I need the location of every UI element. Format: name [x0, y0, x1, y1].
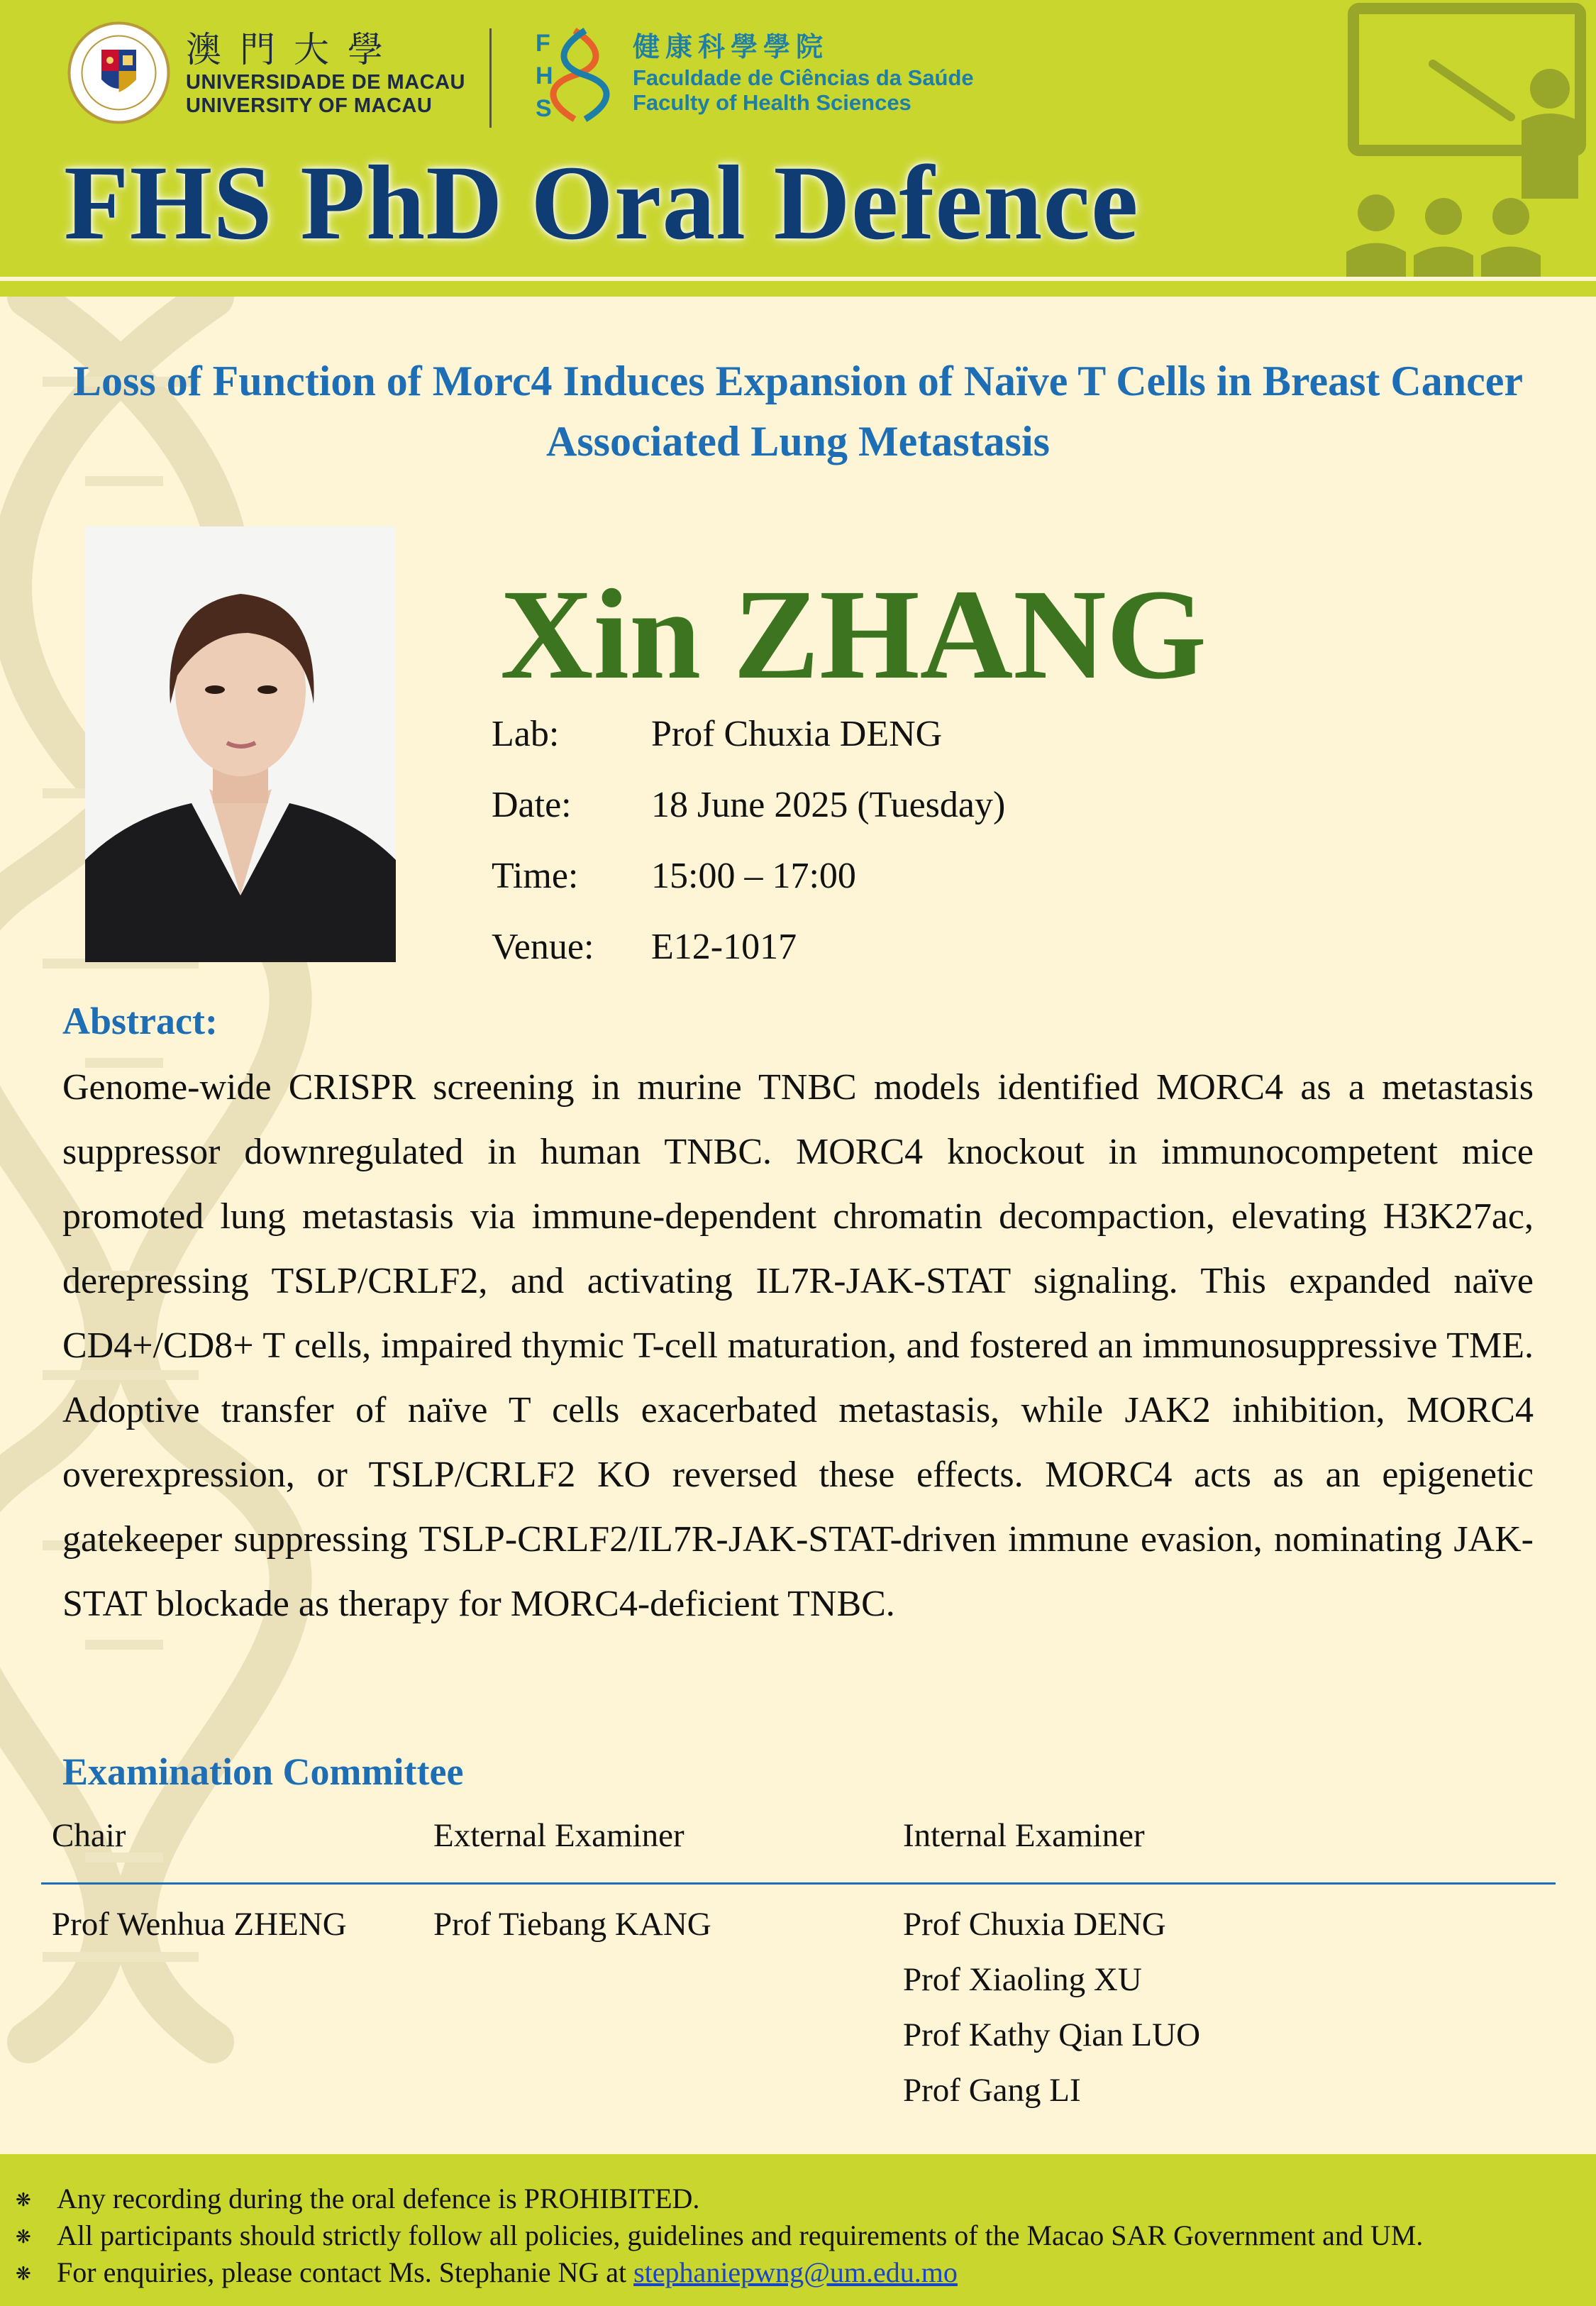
- fhs-portuguese-name: Faculdade de Ciências da Saúde: [633, 65, 974, 90]
- committee-divider: [41, 1882, 1556, 1885]
- um-portuguese-name: UNIVERSIDADE DE MACAU: [186, 71, 465, 94]
- logo-separator: [489, 28, 492, 128]
- note-text: All participants should strictly follow all policies, guidelines and requirements of the Macao SAR Government and UM.: [57, 2219, 1424, 2251]
- fhs-logo-letter-h: H: [536, 62, 553, 89]
- committee-member: Prof Xiaoling XU: [903, 1961, 1142, 1998]
- internal-list: [903, 1905, 1200, 2126]
- presenter-classroom-icon: [1305, 0, 1596, 277]
- header-divider: [0, 277, 1596, 297]
- committee-member: Prof Chuxia DENG: [903, 1906, 1166, 1943]
- footer-note-policies: [16, 2218, 1423, 2255]
- detail-value: E12-1017: [651, 927, 797, 967]
- candidate-photo: [85, 526, 396, 962]
- fhs-name-block: [633, 28, 974, 115]
- fhs-dna-icon: [536, 27, 614, 123]
- um-crest-icon: [67, 21, 170, 124]
- bullet-icon: ❋: [16, 2227, 31, 2248]
- chair-column-header: Chair: [52, 1817, 126, 1854]
- committee-member: Prof Kathy Qian LUO: [903, 2017, 1201, 2053]
- detail-value: 18 June 2025 (Tuesday): [651, 785, 1006, 825]
- committee-member: Prof Tiebang KANG: [433, 1906, 711, 1943]
- candidate-name: Xin ZHANG: [500, 563, 1207, 706]
- committee-heading: Examination Committee: [62, 1750, 464, 1793]
- fhs-logo-letter-s: S: [536, 95, 552, 122]
- um-name-block: [186, 28, 465, 118]
- external-column-header: External Examiner: [433, 1817, 685, 1854]
- contact-text: For enquiries, please contact Ms. Stephanie NG at: [57, 2256, 634, 2288]
- detail-value: Prof Chuxia DENG: [651, 714, 943, 754]
- detail-value: 15:00 – 17:00: [651, 856, 856, 896]
- um-chinese-name: 澳門大學: [186, 29, 401, 70]
- fhs-chinese-name: 健康科學學院: [633, 31, 829, 62]
- page-title: FHS PhD Oral Defence: [64, 144, 1139, 262]
- footer-notes: [16, 2181, 1423, 2292]
- committee-member: Prof Gang LI: [903, 2072, 1081, 2109]
- footer-note-recording: [16, 2181, 1423, 2218]
- abstract-text: Genome-wide CRISPR screening in murine TNBC models identified MORC4 as a metastasis suppressor downregulated in human TNBC. MORC4 knockout in immunocompetent mice promoted lung metastasis via immune-dependent chromatin decompaction, elevating H3K27ac, derepressing TSLP/CRLF2, and activating IL7R-JAK-STAT signaling. This expanded naïve CD4+/CD8+ T cells, impaired thymic T-cell maturation, and fostered an immunosuppressive TME. Adoptive transfer of naïve T cells exacerbated metastasis, while JAK2 inhibition, MORC4 overexpression, or TSLP/CRLF2 KO reversed these effects. MORC4 acts as an epigenetic gatekeeper suppressing TSLP-CRLF2/IL7R-JAK-STAT-driven immune evasion, nominating JAK-STAT blockade as therapy for MORC4-deficient TNBC.: [62, 1067, 1534, 1624]
- fhs-english-name: Faculty of Health Sciences: [633, 90, 911, 115]
- external-list: [433, 1905, 711, 1960]
- contact-email-link[interactable]: stephaniepwng@um.edu.mo: [633, 2256, 958, 2288]
- detail-label: Venue:: [492, 927, 594, 967]
- committee-member: Prof Wenhua ZHENG: [52, 1906, 347, 1943]
- bullet-icon: ❋: [16, 2190, 31, 2211]
- fhs-logo-letter-f: F: [536, 30, 550, 57]
- abstract-heading: Abstract:: [62, 1000, 218, 1042]
- internal-column-header: Internal Examiner: [903, 1817, 1145, 1854]
- note-text: Any recording during the oral defence is PROHIBITED.: [57, 2183, 700, 2214]
- footer-banner: [0, 2154, 1596, 2306]
- detail-label: Date:: [492, 785, 572, 825]
- bullet-icon: ❋: [16, 2263, 31, 2285]
- thesis-title: Loss of Function of Morc4 Induces Expansion of Naïve T Cells in Breast Cancer Associated Lung Metastasis: [72, 358, 1523, 465]
- chair-list: [52, 1905, 347, 1960]
- detail-label: Time:: [492, 856, 579, 896]
- um-english-name: UNIVERSITY OF MACAU: [186, 94, 433, 117]
- footer-note-contact: [16, 2255, 1423, 2292]
- detail-label: Lab:: [492, 714, 560, 754]
